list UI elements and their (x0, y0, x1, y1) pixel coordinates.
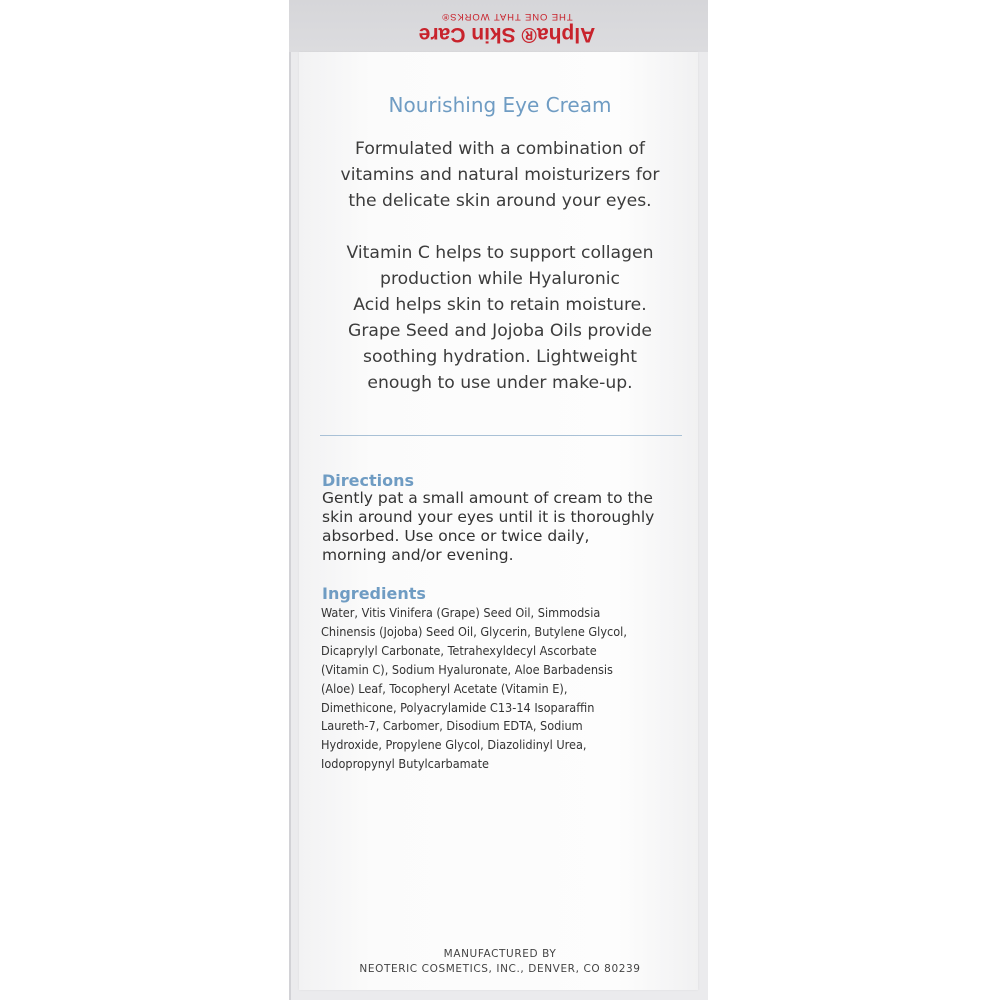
directions-text: Gently pat a small amount of cream to the skin around your eyes until it is thoroughly absorbed. Use once or twice daily, morning and/or evening. (322, 489, 655, 564)
brand-name: Alpha® Skin Care (418, 23, 596, 46)
manufacturer-label: MANUFACTURED BY (443, 948, 557, 960)
product-title: Nourishing Eye Cream (388, 93, 612, 117)
ingredients-heading: Ingredients (322, 584, 426, 603)
manufacturer-address: NEOTERIC COSMETICS, INC., DENVER, CO 80239 (359, 963, 641, 975)
box-side-edge (289, 0, 291, 1000)
brand-tagline: THE ONE THAT WORKS® (441, 11, 573, 22)
directions-heading: Directions (322, 471, 415, 490)
product-description: Vitamin C helps to support collagen production while Hyaluronic Acid helps skin to retain moisture. Grape Seed and Jojoba Oils provide soothing hydration. Lightweight enough to use under make-up. (346, 243, 654, 393)
ingredients-list: Water, Vitis Vinifera (Grape) Seed Oil, Simmodsia Chinensis (Jojoba) Seed Oil, Glycerin, Butylene Glycol, Dicaprylyl Carbonate, Tetrahexyldecyl Ascorbate (Vitamin C), Sodium Hyaluronate, Aloe Barbadensis (Aloe) Leaf, Tocopheryl Acetate (Vitamin E), Dimethicone, Polyacrylamide C13-14 Isoparaffin Laureth-7, Carbomer, Disodium EDTA, Sodium Hydroxide, Propylene Glycol, Diazolidinyl Urea, Iodopropynyl Butylcarbamate (321, 605, 627, 772)
product-intro: Formulated with a combination of vitamins and natural moisturizers for the delicate skin around your eyes. (340, 139, 660, 211)
section-divider (320, 435, 682, 436)
brand-logo (412, 2, 602, 46)
